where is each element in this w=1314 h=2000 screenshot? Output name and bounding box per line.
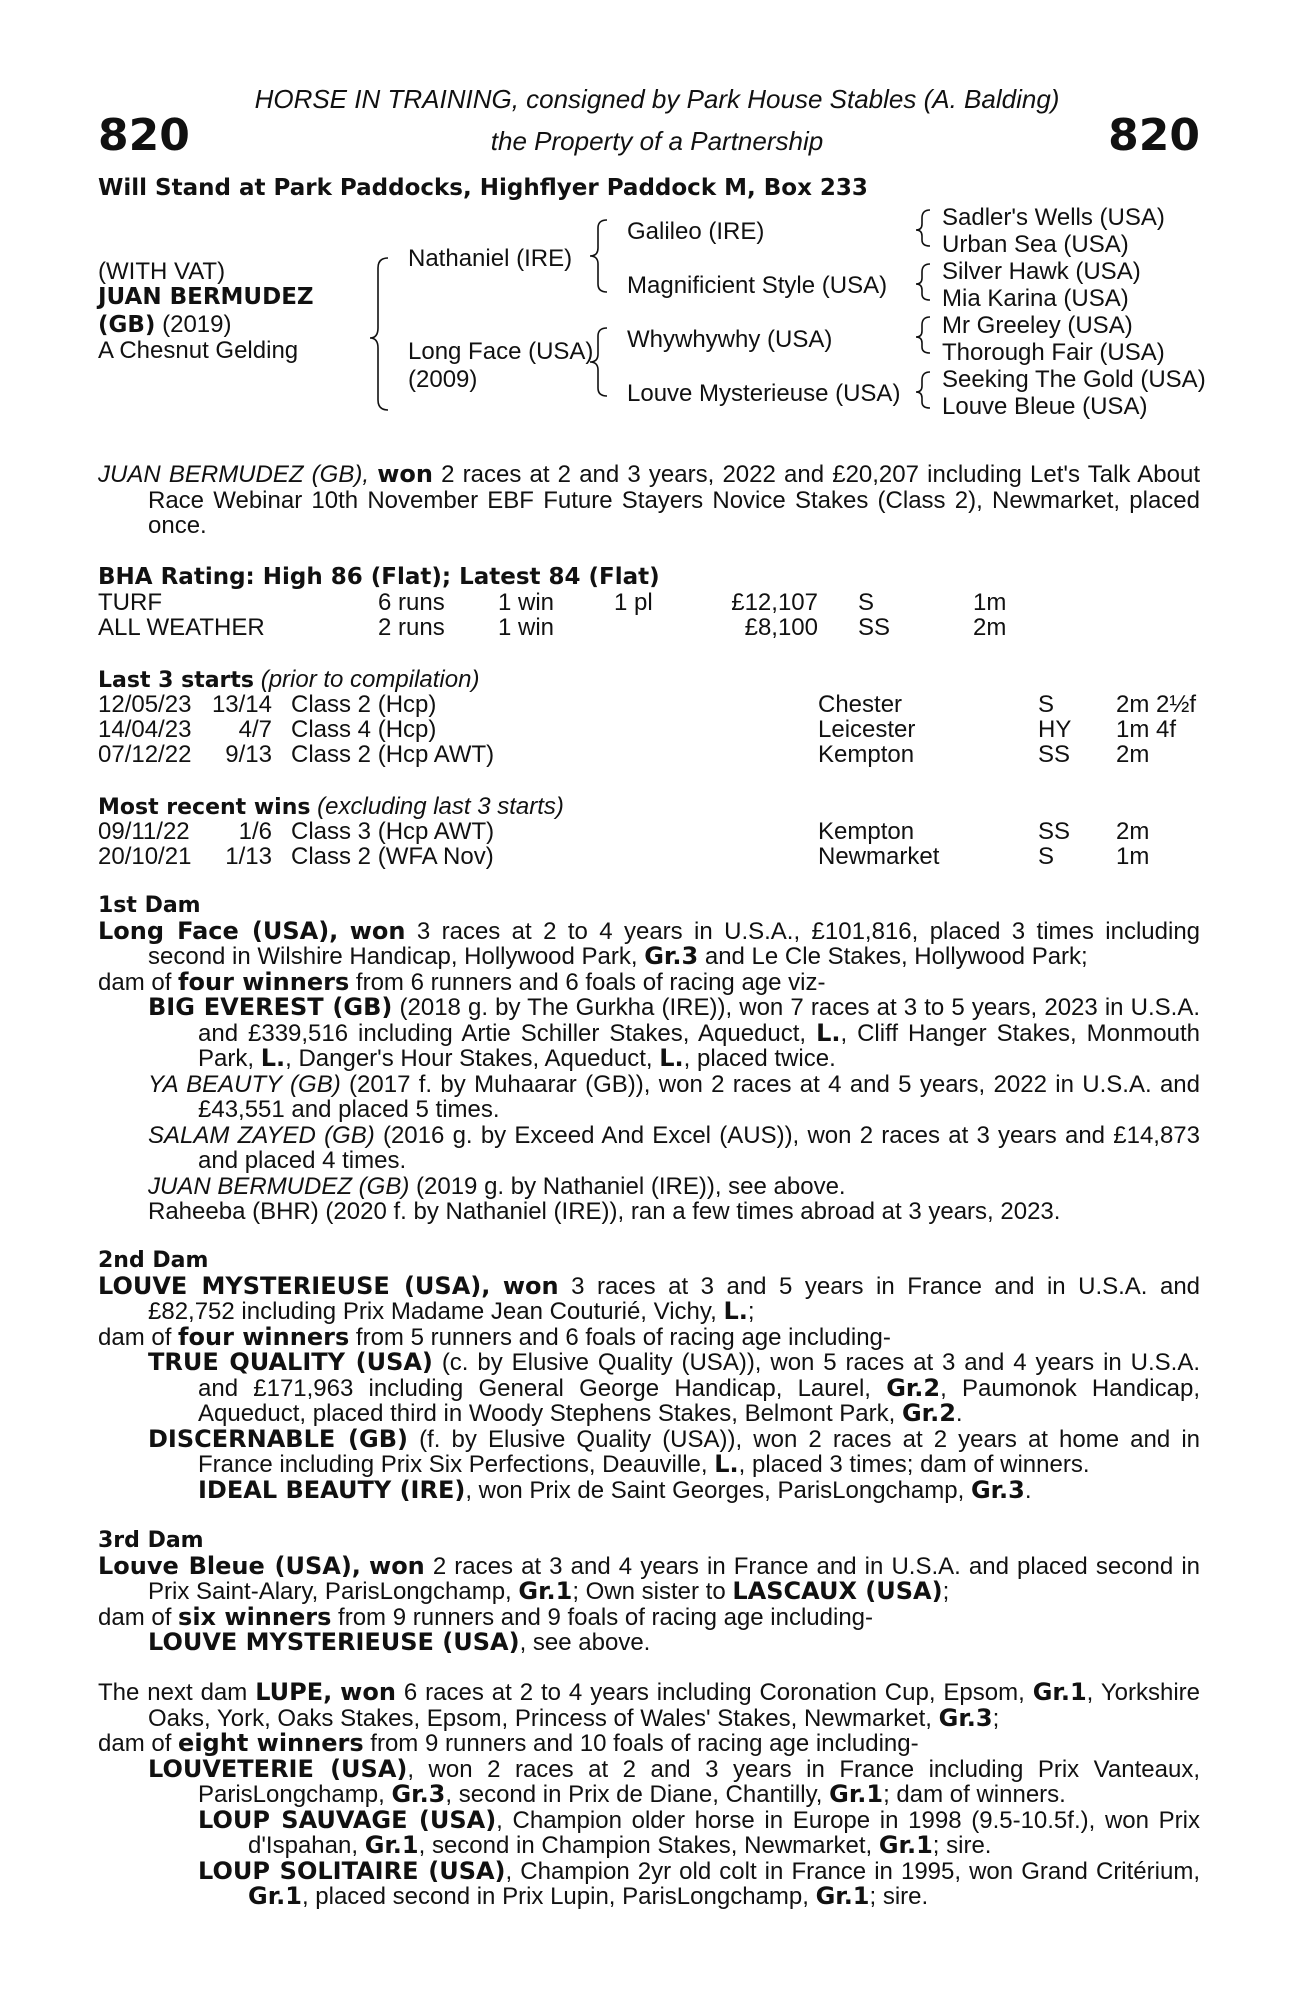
dam2-dam-of-text: from 5 runners and 6 foals of racing age including- — [355, 1323, 891, 1351]
recent-race: Class 3 (Hcp AWT) — [291, 818, 495, 845]
pedigree-g4: Mia Karina (USA) — [942, 285, 1129, 312]
dam1-text: 3 races at 2 to 4 years in U.S.A., £101,816, placed 3 times including second in Wilshire Handicap, Hollywood Park, — [148, 917, 1201, 970]
pedigree-sire-dam: Magnificient Style (USA) — [627, 272, 888, 299]
nextdam-progeny-3-text: , Champion 2yr old colt in France in 1995, won Grand Critérium, — [505, 1857, 1200, 1885]
bracket-g4 — [916, 372, 930, 408]
nextdam-progeny-3-text-b: , placed second in Prix Lupin, ParisLongchamp, — [301, 1883, 809, 1910]
last3-distance: 2m — [1116, 741, 1150, 768]
rating-title: BHA Rating: High 86 (Flat); Latest 84 (Flat) — [98, 564, 660, 590]
dam1-section — [98, 893, 1200, 1225]
dam3-dam-of: dam of — [98, 1603, 172, 1631]
horse-year: (2019) — [162, 311, 232, 338]
nextdam-section: The next dam LUPE, won 6 races at 2 to 4 years including Coronation Cup, Epsom, Gr.1, Yorkshire Oaks, York, Oaks Stakes, Epsom, Princess of Wales' Stakes, Newmarket, Gr.3; dam of eight winners from 9 runners and 10 foals of racing age including- LOUVETERIE (USA), won 2 races at 2 and 3 years in France including Prix Vanteaux, ParisLongchamp, Gr.3, second in Prix de Diane, Chantilly, Gr.1; dam of winners. LOUP SAUVAGE (USA), Champion older horse in Europe in 1998 (9.5-10.5f.), won Prix d'Ispahan, Gr.1, second in Champion Stakes, Newmarket, Gr.1; sire. LOUP SOLITAIRE (USA), Champion 2yr old colt in France in 1995, won Grand Critérium, Gr.1, placed second in Prix Lupin, ParisLongchamp, Gr.1; sire. — [98, 1678, 1201, 1910]
nextdam-progeny-3-name: LOUP SOLITAIRE (USA) — [198, 1856, 506, 1885]
recent-distance: 2m — [1116, 818, 1150, 845]
nextdam-progeny-1-name: LOUVETERIE (USA) — [148, 1754, 408, 1783]
lot-number-left: 820 — [98, 110, 190, 161]
horse-country: (GB) — [98, 312, 156, 338]
last3-distance: 2m 2½f — [1116, 691, 1197, 718]
grade-badge: Gr.1 — [815, 1882, 870, 1910]
last3-course: Leicester — [818, 716, 916, 743]
consignment-line: HORSE IN TRAINING, consigned by Park House Stables (A. Balding) — [254, 84, 1060, 114]
dam1-heading: 1st Dam — [98, 893, 201, 918]
recent-date: 20/10/21 — [98, 843, 192, 870]
rating-runs: 6 runs — [378, 589, 445, 616]
nextdam-progeny-2-text: , Champion older horse in Europe in 1998 (9.5-10.5f.), won Prix d'Ispahan, — [248, 1806, 1201, 1859]
dam1-progeny-2-name: YA BEAUTY (GB) — [148, 1070, 341, 1098]
rating-wins: 1 win — [498, 614, 555, 641]
horse-name: JUAN BERMUDEZ — [98, 284, 314, 310]
dam1-progeny-1-text-d: , placed twice. — [683, 1045, 836, 1072]
last3-position: 13/14 — [211, 691, 272, 718]
recent-position: 1/13 — [225, 843, 272, 870]
rating-runs: 2 runs — [378, 614, 445, 641]
dam3-heading: 3rd Dam — [98, 1528, 204, 1553]
dam1-progeny-2-text: (2017 f. by Muhaarar (GB)), won 2 races at 4 and 5 years, 2022 in U.S.A. and £43,551 and placed 5 times. — [198, 1070, 1200, 1123]
grade-badge: Gr.1 — [518, 1577, 573, 1605]
nextdam-text: 6 races at 2 to 4 years including Coronation Cup, Epsom, — [403, 1679, 1025, 1706]
location-line: Will Stand at Park Paddocks, Highflyer Paddock M, Box 233 — [98, 175, 868, 201]
recent-course: Kempton — [818, 818, 915, 845]
rating-surface: ALL WEATHER — [98, 614, 265, 641]
recent-heading — [98, 793, 564, 821]
last3-title: Last 3 starts — [98, 668, 255, 693]
dam2-name: LOUVE MYSTERIEUSE (USA), — [98, 1271, 491, 1300]
dam2-progeny-2-text-b: , placed 3 times; dam of winners. — [738, 1451, 1090, 1478]
grade-badge: Gr.3 — [938, 1703, 993, 1732]
dam2-progeny-1-text-b: , Paumonok Handicap, Aqueduct, placed third in Woody Stephens Stakes, Belmont Park, — [198, 1374, 1201, 1427]
summary-paragraph — [98, 462, 1200, 539]
rating-placed: 1 pl — [614, 589, 653, 616]
grade-badge: Gr.2 — [886, 1373, 941, 1402]
pedigree-g8: Louve Bleue (USA) — [942, 393, 1148, 420]
dam2-won: won — [502, 1271, 559, 1300]
last3-date: 12/05/23 — [98, 691, 192, 718]
dam1-won: won — [349, 916, 406, 945]
dam3-sister: LASCAUX (USA) — [732, 1577, 943, 1605]
last3-race: Class 2 (Hcp) — [291, 691, 437, 718]
nextdam-progeny-2-text-c: ; sire. — [932, 1832, 992, 1859]
dam2-progeny-1-text: (c. by Elusive Quality (USA)), won 5 races at 3 and 4 years in U.S.A. and £171,963 including General George Handicap, Laurel, — [198, 1349, 1201, 1402]
dam1-progeny-1-text-c: , Danger's Hour Stakes, Aqueduct, — [285, 1045, 653, 1072]
dam1-progeny-4-name: JUAN BERMUDEZ (GB) — [148, 1172, 410, 1200]
property-line: the Property of a Partnership — [490, 126, 824, 156]
last3-position: 4/7 — [238, 716, 272, 743]
nextdam-progeny-1-text-c: ; dam of winners. — [883, 1781, 1066, 1808]
nextdam-won: won — [340, 1678, 396, 1706]
lot-number-right: 820 — [1108, 110, 1200, 161]
last3-going: HY — [1038, 716, 1072, 743]
last3-race: Class 4 (Hcp) — [291, 716, 437, 743]
dam3-name: Louve Bleue (USA), — [98, 1551, 361, 1580]
rating-surface: TURF — [98, 589, 162, 616]
nextdam-progeny-2-text-b: , second in Champion Stakes, Newmarket, — [418, 1832, 873, 1859]
dam1-progeny-4-text: (2019 g. by Nathaniel (IRE)), see above. — [416, 1172, 846, 1200]
grade-badge: Gr.1 — [878, 1831, 933, 1859]
nextdam-dam-of: dam of — [98, 1730, 172, 1757]
dam3-section: 3rd Dam Louve Bleue (USA), won 2 races at 3 and 4 years in France and in U.S.A. and placed second in Prix Saint-Alary, ParisLongchamp, Gr.1; Own sister to LASCAUX (USA); dam of six winners from 9 runners and 9 foals of racing age including- LOUVE MYSTERIEUSE (USA), see above. — [98, 1528, 1201, 1656]
bracket-g2 — [916, 264, 930, 300]
last3-race: Class 2 (Hcp AWT) — [291, 741, 495, 768]
dam2-section: 2nd Dam LOUVE MYSTERIEUSE (USA), won 3 races at 3 and 5 years in France and in U.S.A. and £82,752 including Prix Madame Jean Couturié, Vichy, L.; dam of four winners from 5 runners and 6 foals of racing age including- TRUE QUALITY (USA) (c. by Elusive Quality (USA)), won 5 races at 3 and 4 years in U.S.A. and £171,963 including General George Handicap, Laurel, Gr.2, Paumonok Handicap, Aqueduct, placed third in Woody Stephens Stakes, Belmont Park, Gr.2. DISCERNABLE (GB) (f. by Elusive Quality (USA)), won 2 races at 2 years at home and in France including Prix Six Perfections, Deauville, L., placed 3 times; dam of winners. IDEAL BEAUTY (IRE), won Prix de Saint Georges, ParisLongchamp, Gr.3. — [98, 1248, 1201, 1504]
dam1-progeny-3-text: (2016 g. by Exceed And Excel (AUS)), won 2 races at 3 years and £14,873 and placed 4 times. — [198, 1121, 1200, 1174]
listed-badge: L. — [714, 1450, 739, 1478]
pedigree-sire: Nathaniel (IRE) — [408, 245, 573, 272]
recent-position: 1/6 — [238, 818, 272, 845]
summary-text: 2 races at 2 and 3 years, 2022 and £20,207 including Let's Talk About Race Webinar 10th November EBF Future Stayers Novice Stakes (Class 2), Newmarket, placed once. — [148, 461, 1200, 539]
dam2-progeny-1-name: TRUE QUALITY (USA) — [148, 1348, 433, 1376]
rating-distance: 1m — [973, 589, 1007, 616]
bracket-g1 — [916, 210, 930, 246]
dam2-text: 3 races at 3 and 5 years in France and in U.S.A. and £82,752 including Prix Madame Jean Couturié, Vichy, — [148, 1272, 1201, 1325]
rating-going: S — [858, 589, 875, 616]
pedigree-dam-dam: Louve Mysterieuse (USA) — [627, 380, 901, 407]
dam2-progeny-3-name: IDEAL BEAUTY (IRE) — [198, 1475, 466, 1504]
nextdam-progeny-1-text: , won 2 races at 2 and 3 years in France including Prix Vanteaux, ParisLongchamp, — [198, 1755, 1200, 1808]
nextdam-name: LUPE, — [255, 1678, 333, 1706]
dam2-heading: 2nd Dam — [98, 1248, 209, 1273]
last3-position: 9/13 — [225, 741, 272, 768]
dam2-progeny-3-text: , won Prix de Saint Georges, ParisLongchamp, — [465, 1476, 965, 1504]
grade-badge: Gr.3 — [970, 1475, 1025, 1504]
summary-name: JUAN BERMUDEZ (GB), — [98, 461, 370, 488]
dam2-progeny-2-text: (f. by Elusive Quality (USA)), won 2 races at 2 years at home and in France including Prix Six Perfections, Deauville, — [198, 1425, 1200, 1478]
last3-going: S — [1038, 691, 1055, 718]
vat-label: (WITH VAT) — [98, 258, 226, 285]
pedigree-g5: Mr Greeley (USA) — [942, 312, 1133, 339]
nextdam-progeny-2-name: LOUP SAUVAGE (USA) — [198, 1805, 497, 1834]
dam2-progeny-2-name: DISCERNABLE (GB) — [148, 1424, 408, 1453]
dam1-progeny-1-text: (2018 g. by The Gurkha (IRE)), won 7 races at 3 to 5 years, 2023 in U.S.A. and £339,516 including Artie Schiller Stakes, Aqueduct, — [198, 994, 1201, 1047]
last3-course: Kempton — [818, 741, 915, 768]
last3-course: Chester — [818, 691, 903, 718]
recent-going: S — [1038, 843, 1055, 870]
dam1-grade: Gr.3 — [644, 942, 699, 970]
rating-going: SS — [858, 614, 891, 641]
pedigree-sire-sire: Galileo (IRE) — [627, 218, 765, 245]
dam3-progeny-1-name: LOUVE MYSTERIEUSE (USA) — [148, 1628, 520, 1656]
grade-badge: Gr.3 — [391, 1780, 446, 1808]
horse-description: A Chesnut Gelding — [98, 337, 299, 364]
nextdam-intro: The next dam — [98, 1679, 248, 1706]
dam1-name: Long Face (USA), — [98, 916, 339, 945]
dam1-progeny-1-name: BIG EVEREST (GB) — [148, 993, 393, 1021]
recent-note: (excluding last 3 starts) — [317, 793, 564, 820]
nextdam-progeny-3-text-c: ; sire. — [869, 1883, 929, 1910]
grade-badge: Gr.1 — [248, 1882, 302, 1910]
recent-distance: 1m — [1116, 843, 1150, 870]
bracket-main — [370, 258, 388, 410]
pedigree-dam-sire: Whywhywhy (USA) — [627, 326, 833, 353]
recent-date: 09/11/22 — [98, 818, 190, 845]
summary-won: won — [377, 460, 433, 488]
dam3-text2: ; Own sister to — [572, 1578, 726, 1605]
pedigree-g2: Urban Sea (USA) — [942, 231, 1129, 258]
rating-prize: £12,107 — [731, 589, 818, 616]
dam3-dam-of-text: from 9 runners and 9 foals of racing age including- — [338, 1603, 874, 1631]
pedigree-dam-year: (2009) — [408, 366, 478, 393]
dam3-won: won — [369, 1551, 425, 1580]
dam2-dam-of: dam of — [98, 1323, 172, 1351]
grade-badge: Gr.1 — [364, 1831, 419, 1859]
grade-badge: Gr.1 — [1032, 1678, 1087, 1706]
last3-date: 07/12/22 — [98, 741, 192, 768]
listed-badge: L. — [260, 1044, 286, 1072]
pedigree-dam: Long Face (USA) — [408, 338, 594, 365]
nextdam-winners: eight winners — [178, 1729, 364, 1757]
recent-going: SS — [1038, 818, 1071, 845]
pedigree-g6: Thorough Fair (USA) — [942, 339, 1165, 366]
dam3-text: 2 races at 3 and 4 years in France and in U.S.A. and placed second in Prix Saint-Alary, ParisLongchamp, — [148, 1552, 1201, 1605]
dam3-progeny-1-text: , see above. — [519, 1629, 651, 1656]
last3-heading — [98, 666, 479, 694]
recent-title: Most recent wins — [98, 795, 311, 820]
dam1-progeny-3-name: SALAM ZAYED (GB) — [148, 1121, 375, 1149]
pedigree-g7: Seeking The Gold (USA) — [942, 366, 1206, 393]
dam3-winners: six winners — [178, 1602, 332, 1631]
bracket-sire — [590, 220, 607, 292]
rating-prize: £8,100 — [744, 614, 818, 641]
nextdam-text2: , Yorkshire Oaks, York, Oaks Stakes, Epsom, Princess of Wales' Stakes, Newmarket, — [148, 1679, 1200, 1732]
grade-badge: Gr.2 — [901, 1399, 956, 1427]
dam1-dam-of-text: from 6 runners and 6 foals of racing age viz- — [355, 968, 826, 996]
dam1-text2: and Le Cle Stakes, Hollywood Park; — [704, 943, 1088, 970]
grade-badge: Gr.1 — [829, 1780, 884, 1808]
last3-distance: 1m 4f — [1116, 716, 1177, 743]
last3-note: (prior to compilation) — [260, 666, 480, 693]
dam1-progeny-5-text: Raheeba (BHR) (2020 f. by Nathaniel (IRE)), ran a few times abroad at 3 years, 2023. — [148, 1198, 1061, 1225]
dam1-progeny-1-text-b: , Cliff Hanger Stakes, Monmouth Park, — [198, 1019, 1200, 1072]
recent-course: Newmarket — [818, 843, 940, 870]
last3-going: SS — [1038, 741, 1071, 768]
last3-date: 14/04/23 — [98, 716, 192, 743]
nextdam-progeny-1-text-b: , second in Prix de Diane, Chantilly, — [445, 1781, 823, 1808]
pedigree-g1: Sadler's Wells (USA) — [942, 204, 1165, 231]
dam2-winners: four winners — [178, 1322, 350, 1351]
dam1-dam-of: dam of — [98, 968, 172, 996]
rating-wins: 1 win — [498, 589, 555, 616]
pedigree-g3: Silver Hawk (USA) — [942, 258, 1141, 285]
dam1-winners: four winners — [178, 967, 350, 996]
recent-race: Class 2 (WFA Nov) — [291, 843, 494, 870]
nextdam-dam-of-text: from 9 runners and 10 foals of racing age including- — [370, 1730, 919, 1757]
bracket-g3 — [916, 317, 930, 353]
listed-badge: L. — [659, 1044, 684, 1072]
listed-badge: L. — [816, 1018, 841, 1047]
rating-distance: 2m — [973, 614, 1007, 641]
listed-badge: L. — [723, 1297, 748, 1325]
